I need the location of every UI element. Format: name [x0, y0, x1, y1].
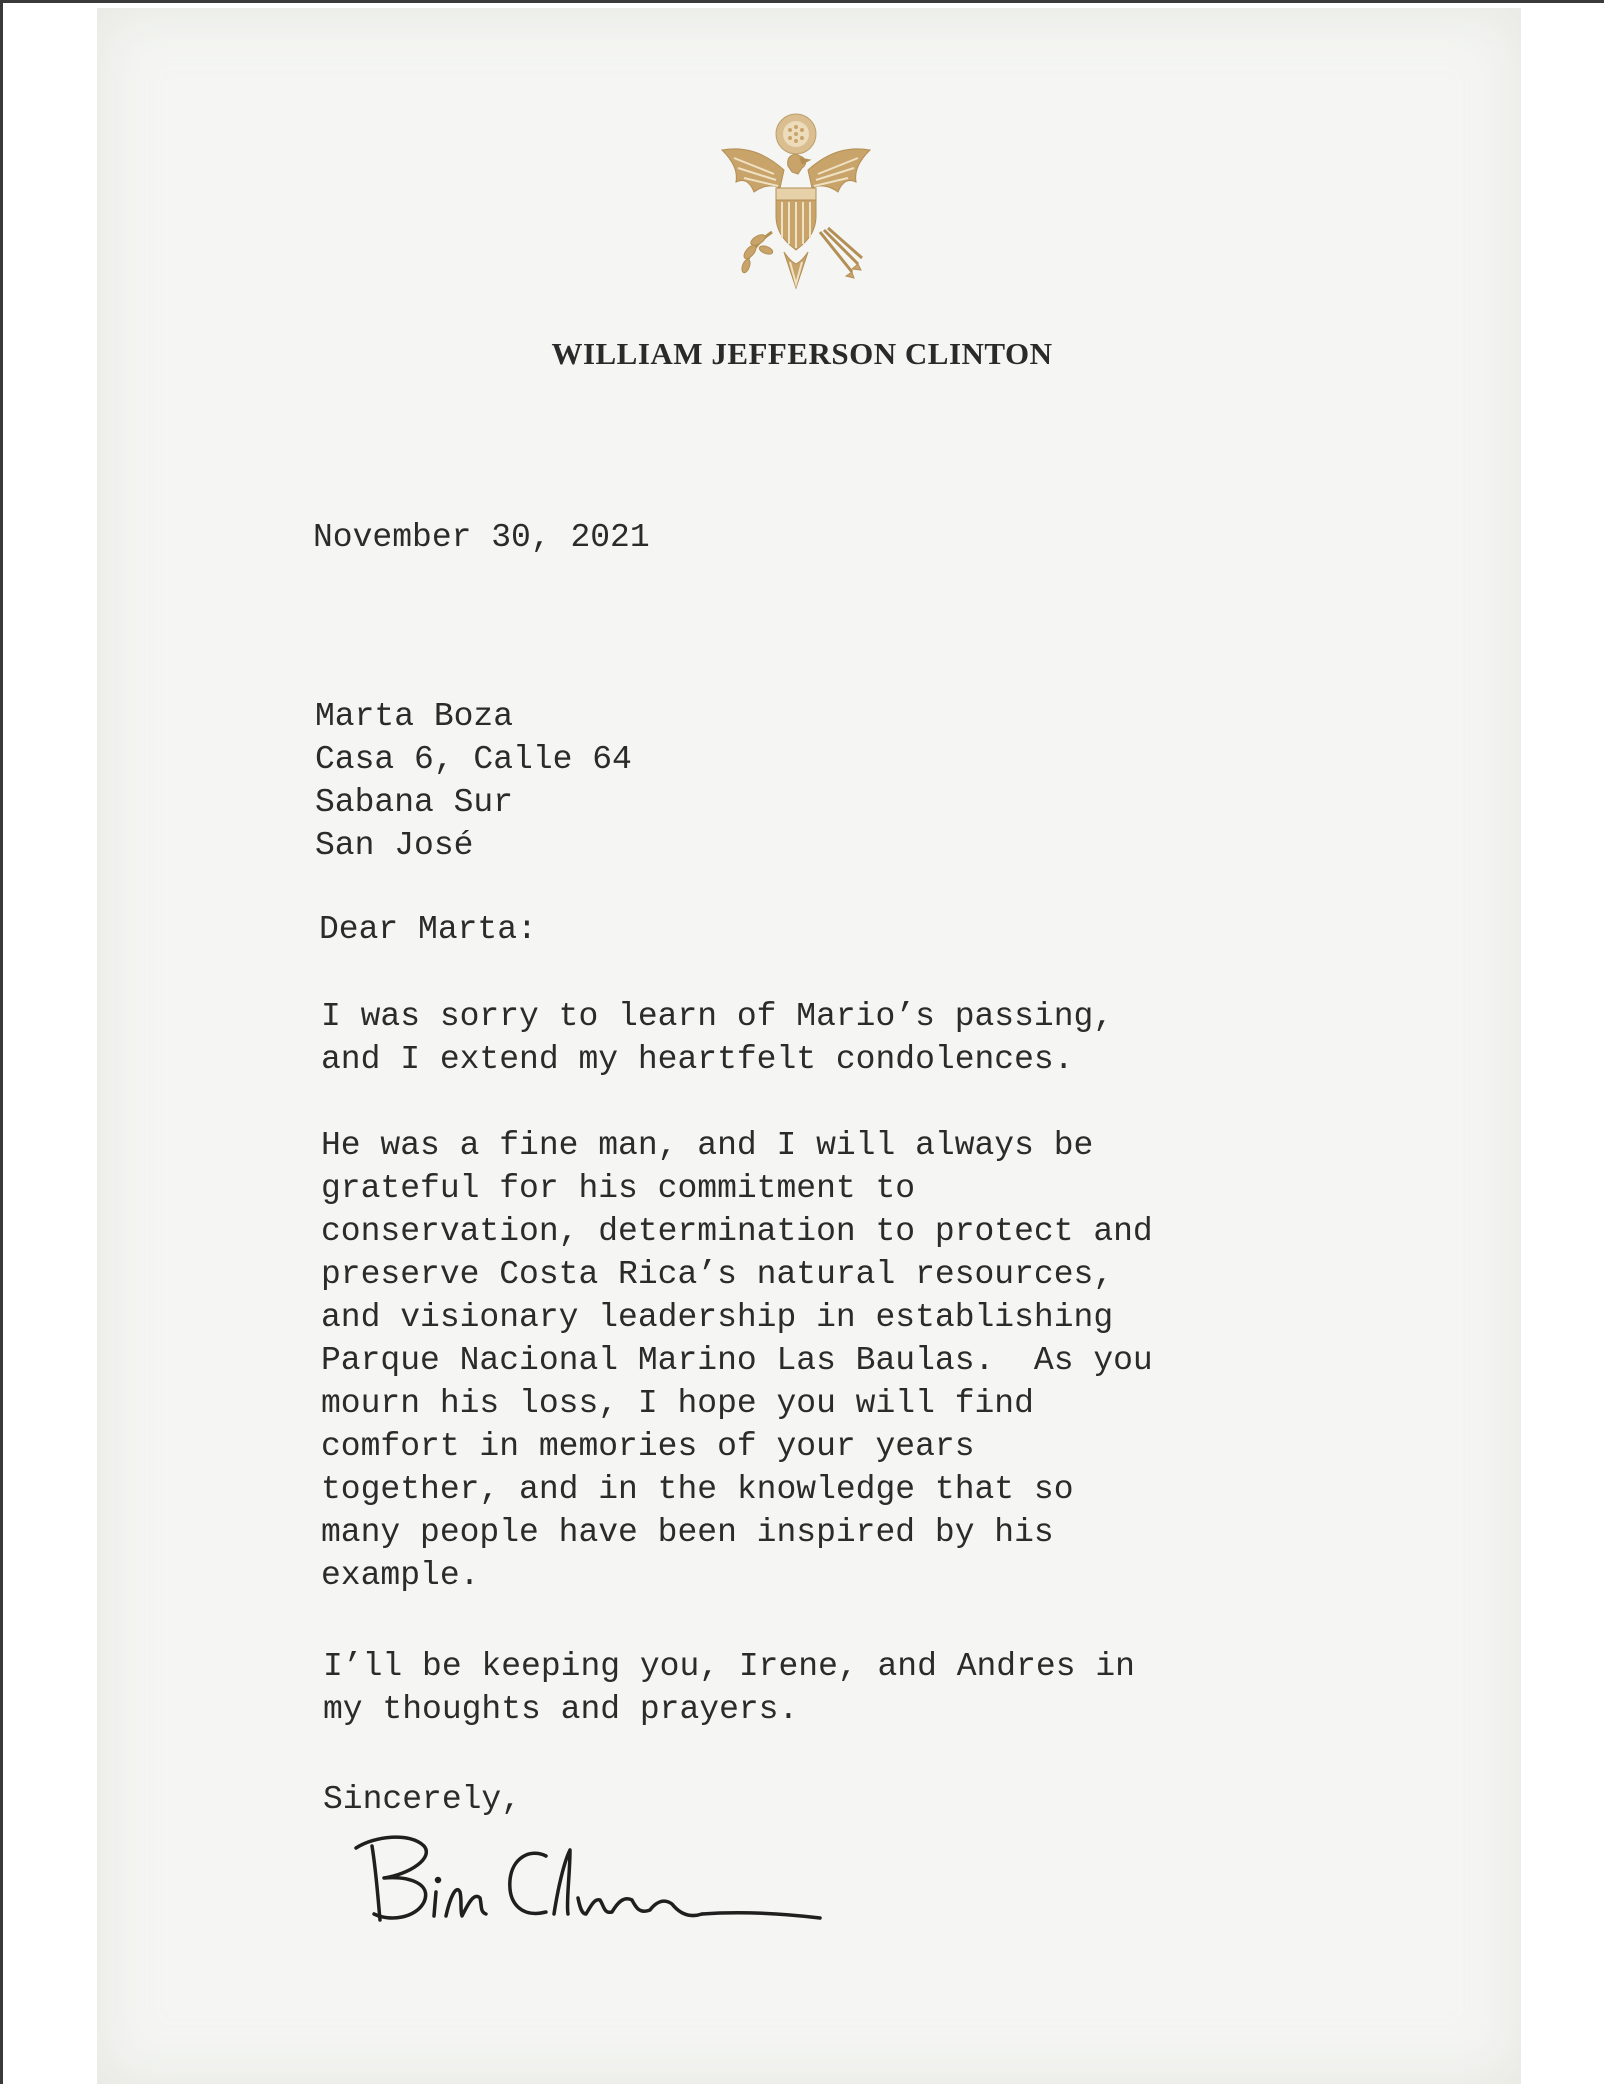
letter-date: November 30, 2021 [313, 519, 650, 556]
paragraph-line: and I extend my heartfelt condolences. [321, 1041, 1074, 1078]
screenshot-border-left [0, 0, 3, 2084]
address-line: San José [315, 827, 474, 864]
paragraph-line: and visionary leadership in establishing [321, 1299, 1114, 1336]
paragraph-line: example. [321, 1557, 480, 1594]
paragraph-line: conservation, determination to protect and [321, 1213, 1153, 1250]
paragraph-line: many people have been inspired by his [321, 1514, 1054, 1551]
letterhead-name-text: WILLIAM JEFFERSON CLINTON [551, 336, 1053, 371]
body-paragraph-1 [321, 995, 1113, 1081]
paragraph-line: grateful for his commitment to [321, 1170, 916, 1207]
paragraph-line: He was a fine man, and I will always be [321, 1127, 1094, 1164]
paragraph-line: my thoughts and prayers. [323, 1691, 799, 1728]
body-paragraph-3 [323, 1645, 1135, 1731]
paragraph-line: I was sorry to learn of Mario’s passing, [321, 998, 1114, 1035]
address-line: Marta Boza [315, 698, 514, 735]
screenshot-border-top [0, 0, 1604, 3]
paragraph-line: I’ll be keeping you, Irene, and Andres in [323, 1648, 1135, 1685]
address-line: Casa 6, Calle 64 [315, 741, 632, 778]
paragraph-line: Parque Nacional Marino Las Baulas. As you [321, 1342, 1153, 1379]
recipient-address [315, 695, 632, 867]
salutation: Dear Marta: [319, 911, 537, 948]
body-paragraph-2 [321, 1124, 1153, 1597]
letterhead-name [0, 336, 1604, 372]
handwritten-signature-icon [350, 1818, 830, 1938]
paragraph-line: preserve Costa Rica’s natural resources, [321, 1256, 1114, 1293]
paragraph-line: mourn his loss, I hope you will find [321, 1385, 1034, 1422]
paragraph-line: comfort in memories of your years [321, 1428, 975, 1465]
address-line: Sabana Sur [315, 784, 514, 821]
closing: Sincerely, [323, 1781, 522, 1818]
paragraph-line: together, and in the knowledge that so [321, 1471, 1074, 1508]
presidential-seal-icon [714, 112, 878, 302]
